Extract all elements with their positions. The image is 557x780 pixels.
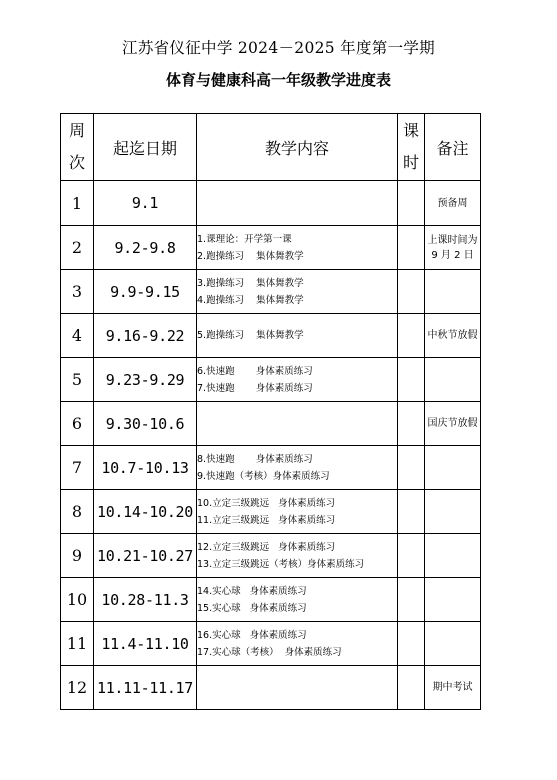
content-line: 13.立定三级跳远（考核）身体素质练习 [197, 558, 365, 570]
dates-cell: 9.9-9.15 [94, 270, 197, 314]
week-cell: 10 [61, 578, 94, 622]
week-cell: 6 [61, 402, 94, 446]
hours-cell [398, 578, 425, 622]
table-row [61, 666, 481, 710]
content-line: 15.实心球 身体素质练习 [197, 602, 307, 614]
remark-cell [425, 490, 481, 534]
dates-cell: 11.4-11.10 [94, 622, 197, 666]
dates-cell: 9.16-9.22 [94, 314, 197, 358]
table-row [61, 314, 481, 358]
remark-cell: 期中考试 [425, 666, 481, 710]
hours-cell [398, 490, 425, 534]
content-line: 12.立定三级跳远 身体素质练习 [197, 541, 336, 553]
hours-cell [398, 402, 425, 446]
remark-cell [425, 578, 481, 622]
week-cell: 8 [61, 490, 94, 534]
content-cell [197, 270, 398, 314]
dates-cell: 11.11-11.17 [94, 666, 197, 710]
table-row [61, 402, 481, 446]
content-line: 14.实心球 身体素质练习 [197, 585, 307, 597]
week-cell: 4 [61, 314, 94, 358]
hours-cell [398, 226, 425, 270]
table-row [61, 358, 481, 402]
content-line: 3.跑操练习 集体舞教学 [197, 277, 304, 289]
content-line: 7.快速跑 身体素质练习 [197, 382, 313, 394]
table-row [61, 181, 481, 226]
remark-cell: 中秋节放假 [425, 314, 481, 358]
week-cell: 3 [61, 270, 94, 314]
table-row [61, 226, 481, 270]
table-row [61, 446, 481, 490]
dates-cell: 9.1 [94, 181, 197, 226]
table-row [61, 490, 481, 534]
table-row [61, 534, 481, 578]
hours-cell [398, 358, 425, 402]
dates-cell: 10.7-10.13 [94, 446, 197, 490]
content-cell [197, 622, 398, 666]
week-cell: 5 [61, 358, 94, 402]
table-row [61, 270, 481, 314]
header-hours: 课 时 [398, 114, 425, 181]
content-cell [197, 402, 398, 446]
week-cell: 9 [61, 534, 94, 578]
header-remark: 备注 [425, 114, 481, 181]
content-cell [197, 534, 398, 578]
dates-cell: 9.2-9.8 [94, 226, 197, 270]
header-content: 教学内容 [197, 114, 398, 181]
hours-cell [398, 314, 425, 358]
content-cell [197, 358, 398, 402]
dates-cell: 10.21-10.27 [94, 534, 197, 578]
remark-cell [425, 270, 481, 314]
content-line: 9.快速跑（考核）身体素质练习 [197, 470, 330, 482]
dates-cell: 9.23-9.29 [94, 358, 197, 402]
week-cell: 2 [61, 226, 94, 270]
content-line: 10.立定三级跳远 身体素质练习 [197, 497, 336, 509]
remark-cell: 上课时间为 9 月 2 日 [425, 226, 481, 270]
content-line: 1.课理论：开学第一课 [197, 233, 292, 245]
content-line: 17.实心球（考核） 身体素质练习 [197, 646, 342, 658]
content-line: 2.跑操练习 集体舞教学 [197, 250, 304, 262]
hours-cell [398, 181, 425, 226]
hours-cell [398, 446, 425, 490]
content-line: 16.实心球 身体素质练习 [197, 629, 307, 641]
content-line: 4.跑操练习 集体舞教学 [197, 294, 304, 306]
content-line: 11.立定三级跳远 身体素质练习 [197, 514, 336, 526]
content-line: 6.快速跑 身体素质练习 [197, 365, 313, 377]
remark-cell: 预备周 [425, 181, 481, 226]
content-cell [197, 314, 398, 358]
content-cell [197, 490, 398, 534]
week-cell: 12 [61, 666, 94, 710]
dates-cell: 10.28-11.3 [94, 578, 197, 622]
remark-cell [425, 446, 481, 490]
content-line: 8.快速跑 身体素质练习 [197, 453, 313, 465]
remark-cell: 国庆节放假 [425, 402, 481, 446]
content-cell [197, 666, 398, 710]
header-dates: 起迄日期 [94, 114, 197, 181]
remark-cell [425, 358, 481, 402]
table-header-row [61, 114, 481, 181]
hours-cell [398, 270, 425, 314]
table-row [61, 578, 481, 622]
document-title: 江苏省仪征中学 2024－2025 年度第一学期 [122, 39, 435, 57]
schedule-table [60, 113, 481, 710]
content-cell [197, 446, 398, 490]
content-cell [197, 226, 398, 270]
content-cell [197, 181, 398, 226]
remark-cell [425, 534, 481, 578]
week-cell: 7 [61, 446, 94, 490]
content-cell [197, 578, 398, 622]
week-cell: 1 [61, 181, 94, 226]
hours-cell [398, 622, 425, 666]
remark-cell [425, 622, 481, 666]
dates-cell: 10.14-10.20 [94, 490, 197, 534]
hours-cell [398, 666, 425, 710]
header-week: 周 次 [61, 114, 94, 181]
content-line: 5.跑操练习 集体舞教学 [197, 330, 304, 341]
document-subtitle: 体育与健康科高一年级教学进度表 [165, 71, 391, 89]
week-cell: 11 [61, 622, 94, 666]
table-row [61, 622, 481, 666]
dates-cell: 9.30-10.6 [94, 402, 197, 446]
hours-cell [398, 534, 425, 578]
